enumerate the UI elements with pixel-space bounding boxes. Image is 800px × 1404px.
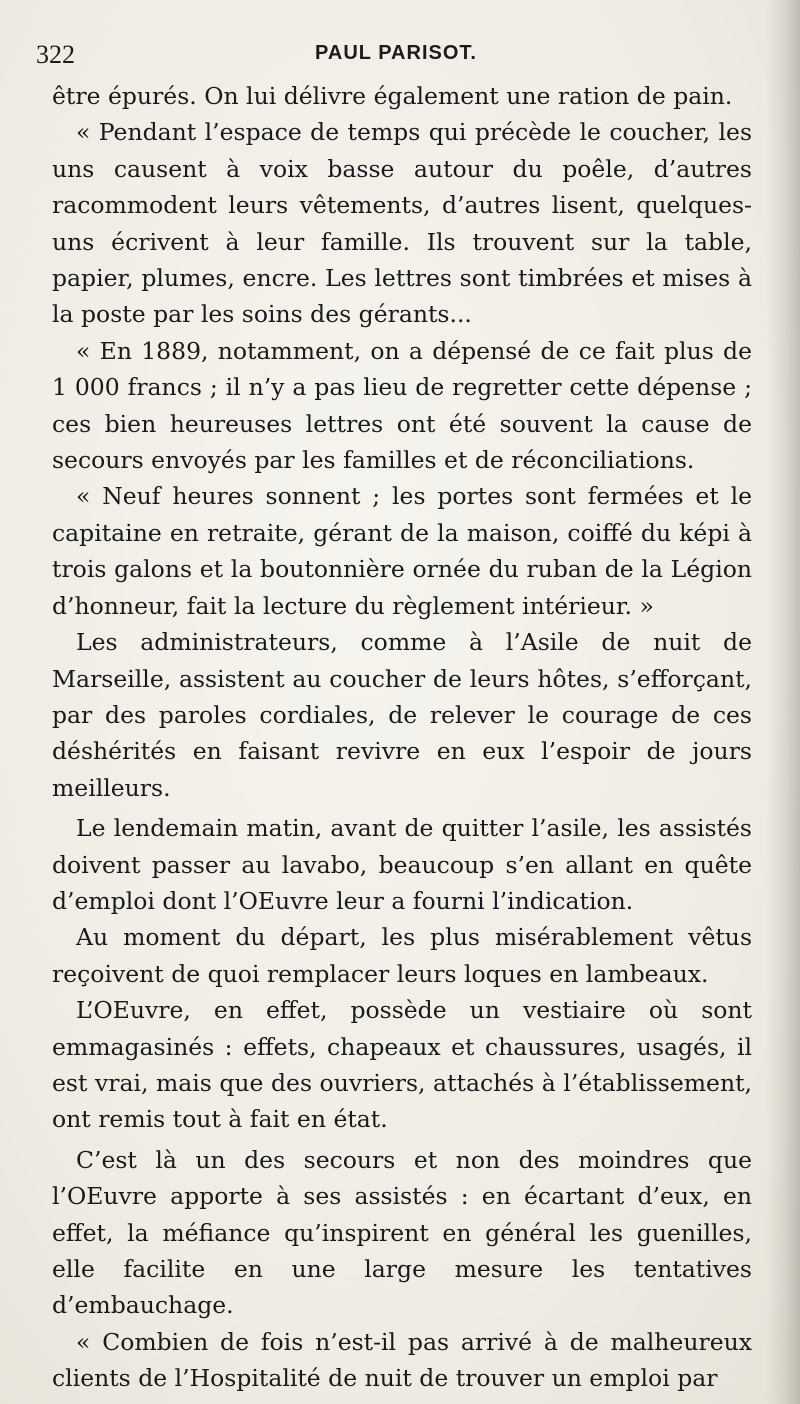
paragraph: « Pendant l’espace de temps qui précède le coucher, les uns causent à voix basse autour du poêle, d’autres racommodent leurs vêtements, d’autres lisent, quelques-uns écrivent à leur famille. Ils trouvent sur la table, papier, plumes, encre. Les lettres sont timbrées et mises à la poste par les soins des gérants... <box>52 118 752 329</box>
paragraph: C’est là un des secours et non des moindres que l’OEuvre apporte à ses assistés : en écartant d’eux, en effet, la méfiance qu’inspirent en général les guenilles, elle facilite en une large mesure les tentatives d’embauchage. <box>52 1145 752 1320</box>
paragraph: « Neuf heures sonnent ; les portes sont fermées et le capitaine en retraite, gérant de la maison, coiffé du képi à trois galons et la boutonnière ornée du ruban de la Légion d’honneur, fait la lecture du règlement intérieur. » <box>52 482 752 620</box>
paragraph: Les administrateurs, comme à l’Asile de nuit de Marseille, assistent au coucher de leurs hôtes, s’efforçant, par des paroles cordiales, de relever le courage de ces déshérités en faisant revivre en eux l’espoir de jours meilleurs. <box>52 628 752 802</box>
paragraph: Le lendemain matin, avant de quitter l’asile, les assistés doivent passer au lavabo, beaucoup s’en allant en quête d’emploi dont l’OEuvre leur a fourni l’indication. <box>52 814 752 915</box>
paragraph: L’OEuvre, en effet, possède un vestiaire où sont emmagasinés : effets, chapeaux et chaussures, usagés, il est vrai, mais que des ouvriers, attachés à l’établissement, ont remis tout à fait en état. <box>52 996 752 1134</box>
page-number: 322 <box>36 40 75 69</box>
paragraph: Au moment du départ, les plus misérablement vêtus reçoivent de quoi remplacer leurs loques en lambeaux. <box>52 923 752 988</box>
body-text <box>52 78 752 1397</box>
paragraph: « En 1889, notamment, on a dépensé de ce fait plus de 1 000 francs ; il n’y a pas lieu de regretter cette dépense ; ces bien heureuses lettres ont été souvent la cause de secours envoyés par les familles et de réconciliations. <box>52 336 752 475</box>
paragraph: être épurés. On lui délivre également une ration de pain. <box>52 82 733 110</box>
running-head: PAUL PARISOT. <box>315 42 477 64</box>
page-header <box>36 40 756 80</box>
page-edge-shadow <box>766 0 800 1404</box>
paragraph: « Combien de fois n’est-il pas arrivé à de malheureux clients de l’Hospitalité de nuit de trouver un emploi par <box>52 1327 752 1393</box>
